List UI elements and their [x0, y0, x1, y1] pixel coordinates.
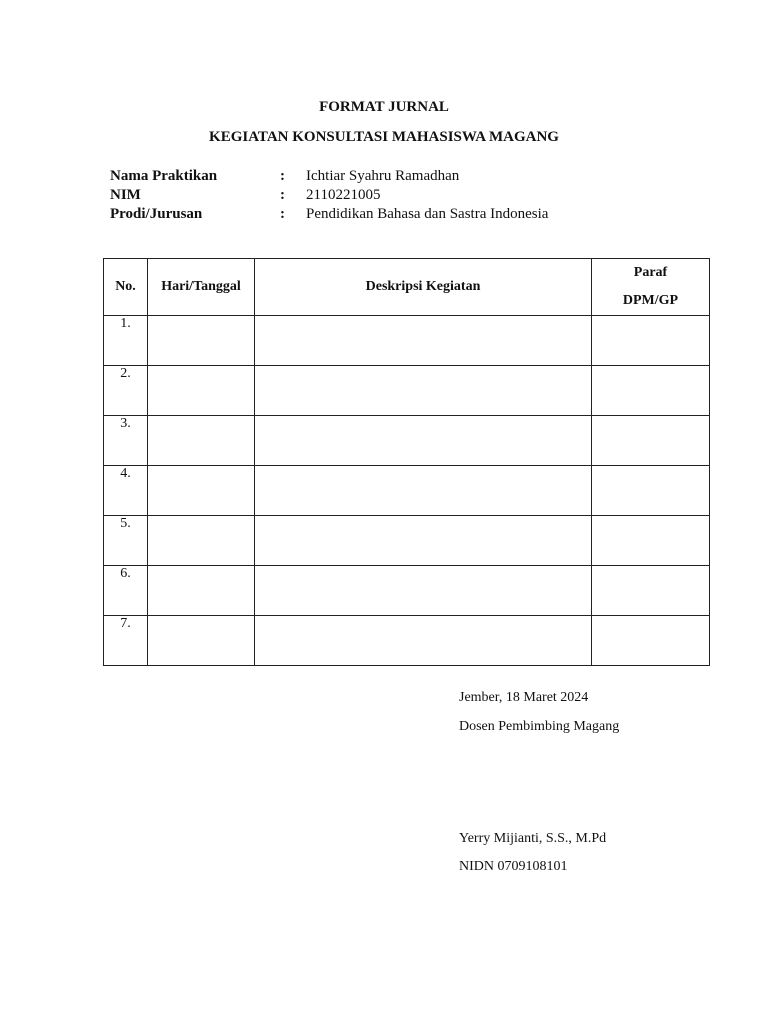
paraf-cell	[592, 416, 710, 466]
info-label-nama: Nama Praktikan	[110, 168, 218, 184]
table-row	[104, 566, 710, 616]
info-colon: :	[280, 206, 285, 222]
journal-table	[103, 258, 710, 666]
paraf-cell	[592, 466, 710, 516]
signature-role: Dosen Pembimbing Magang	[459, 719, 620, 734]
info-value-nim: 2110221005	[306, 187, 381, 203]
table-row	[104, 316, 710, 366]
signature-place-date: Jember, 18 Maret 2024	[459, 690, 589, 705]
column-header-date: Hari/Tanggal	[148, 259, 255, 316]
table-row	[104, 516, 710, 566]
date-cell	[148, 566, 255, 616]
column-header-paraf-line1: Paraf	[633, 265, 668, 280]
paraf-cell	[592, 366, 710, 416]
column-header-paraf	[592, 259, 710, 316]
description-cell	[255, 316, 592, 366]
paraf-cell	[592, 316, 710, 366]
description-cell	[255, 416, 592, 466]
paraf-cell	[592, 616, 710, 666]
info-colon: :	[280, 187, 285, 203]
date-cell	[148, 316, 255, 366]
document-subtitle: KEGIATAN KONSULTASI MAHASISWA MAGANG	[209, 129, 559, 145]
document-title: FORMAT JURNAL	[319, 99, 449, 115]
table-header-row	[104, 259, 710, 316]
table-row	[104, 466, 710, 516]
signature-name: Yerry Mijianti, S.S., M.Pd	[459, 831, 607, 846]
column-header-description: Deskripsi Kegiatan	[255, 259, 592, 316]
table-row	[104, 366, 710, 416]
row-number: 1.	[104, 316, 148, 366]
row-number: 6.	[104, 566, 148, 616]
row-number: 7.	[104, 616, 148, 666]
description-cell	[255, 516, 592, 566]
date-cell	[148, 516, 255, 566]
info-value-prodi: Pendidikan Bahasa dan Sastra Indonesia	[306, 206, 549, 222]
table-row	[104, 416, 710, 466]
row-number: 3.	[104, 416, 148, 466]
description-cell	[255, 566, 592, 616]
description-cell	[255, 466, 592, 516]
date-cell	[148, 416, 255, 466]
date-cell	[148, 366, 255, 416]
info-value-nama: Ichtiar Syahru Ramadhan	[306, 168, 460, 184]
column-header-paraf-line2: DPM/GP	[622, 293, 679, 308]
info-label-nim: NIM	[110, 187, 141, 203]
table-row	[104, 616, 710, 666]
paraf-cell	[592, 566, 710, 616]
row-number: 4.	[104, 466, 148, 516]
description-cell	[255, 366, 592, 416]
info-colon: :	[280, 168, 285, 184]
paraf-cell	[592, 516, 710, 566]
date-cell	[148, 466, 255, 516]
signature-nidn: NIDN 0709108101	[459, 859, 568, 874]
row-number: 5.	[104, 516, 148, 566]
date-cell	[148, 616, 255, 666]
description-cell	[255, 616, 592, 666]
column-header-no: No.	[104, 259, 148, 316]
info-label-prodi: Prodi/Jurusan	[110, 206, 203, 222]
row-number: 2.	[104, 366, 148, 416]
